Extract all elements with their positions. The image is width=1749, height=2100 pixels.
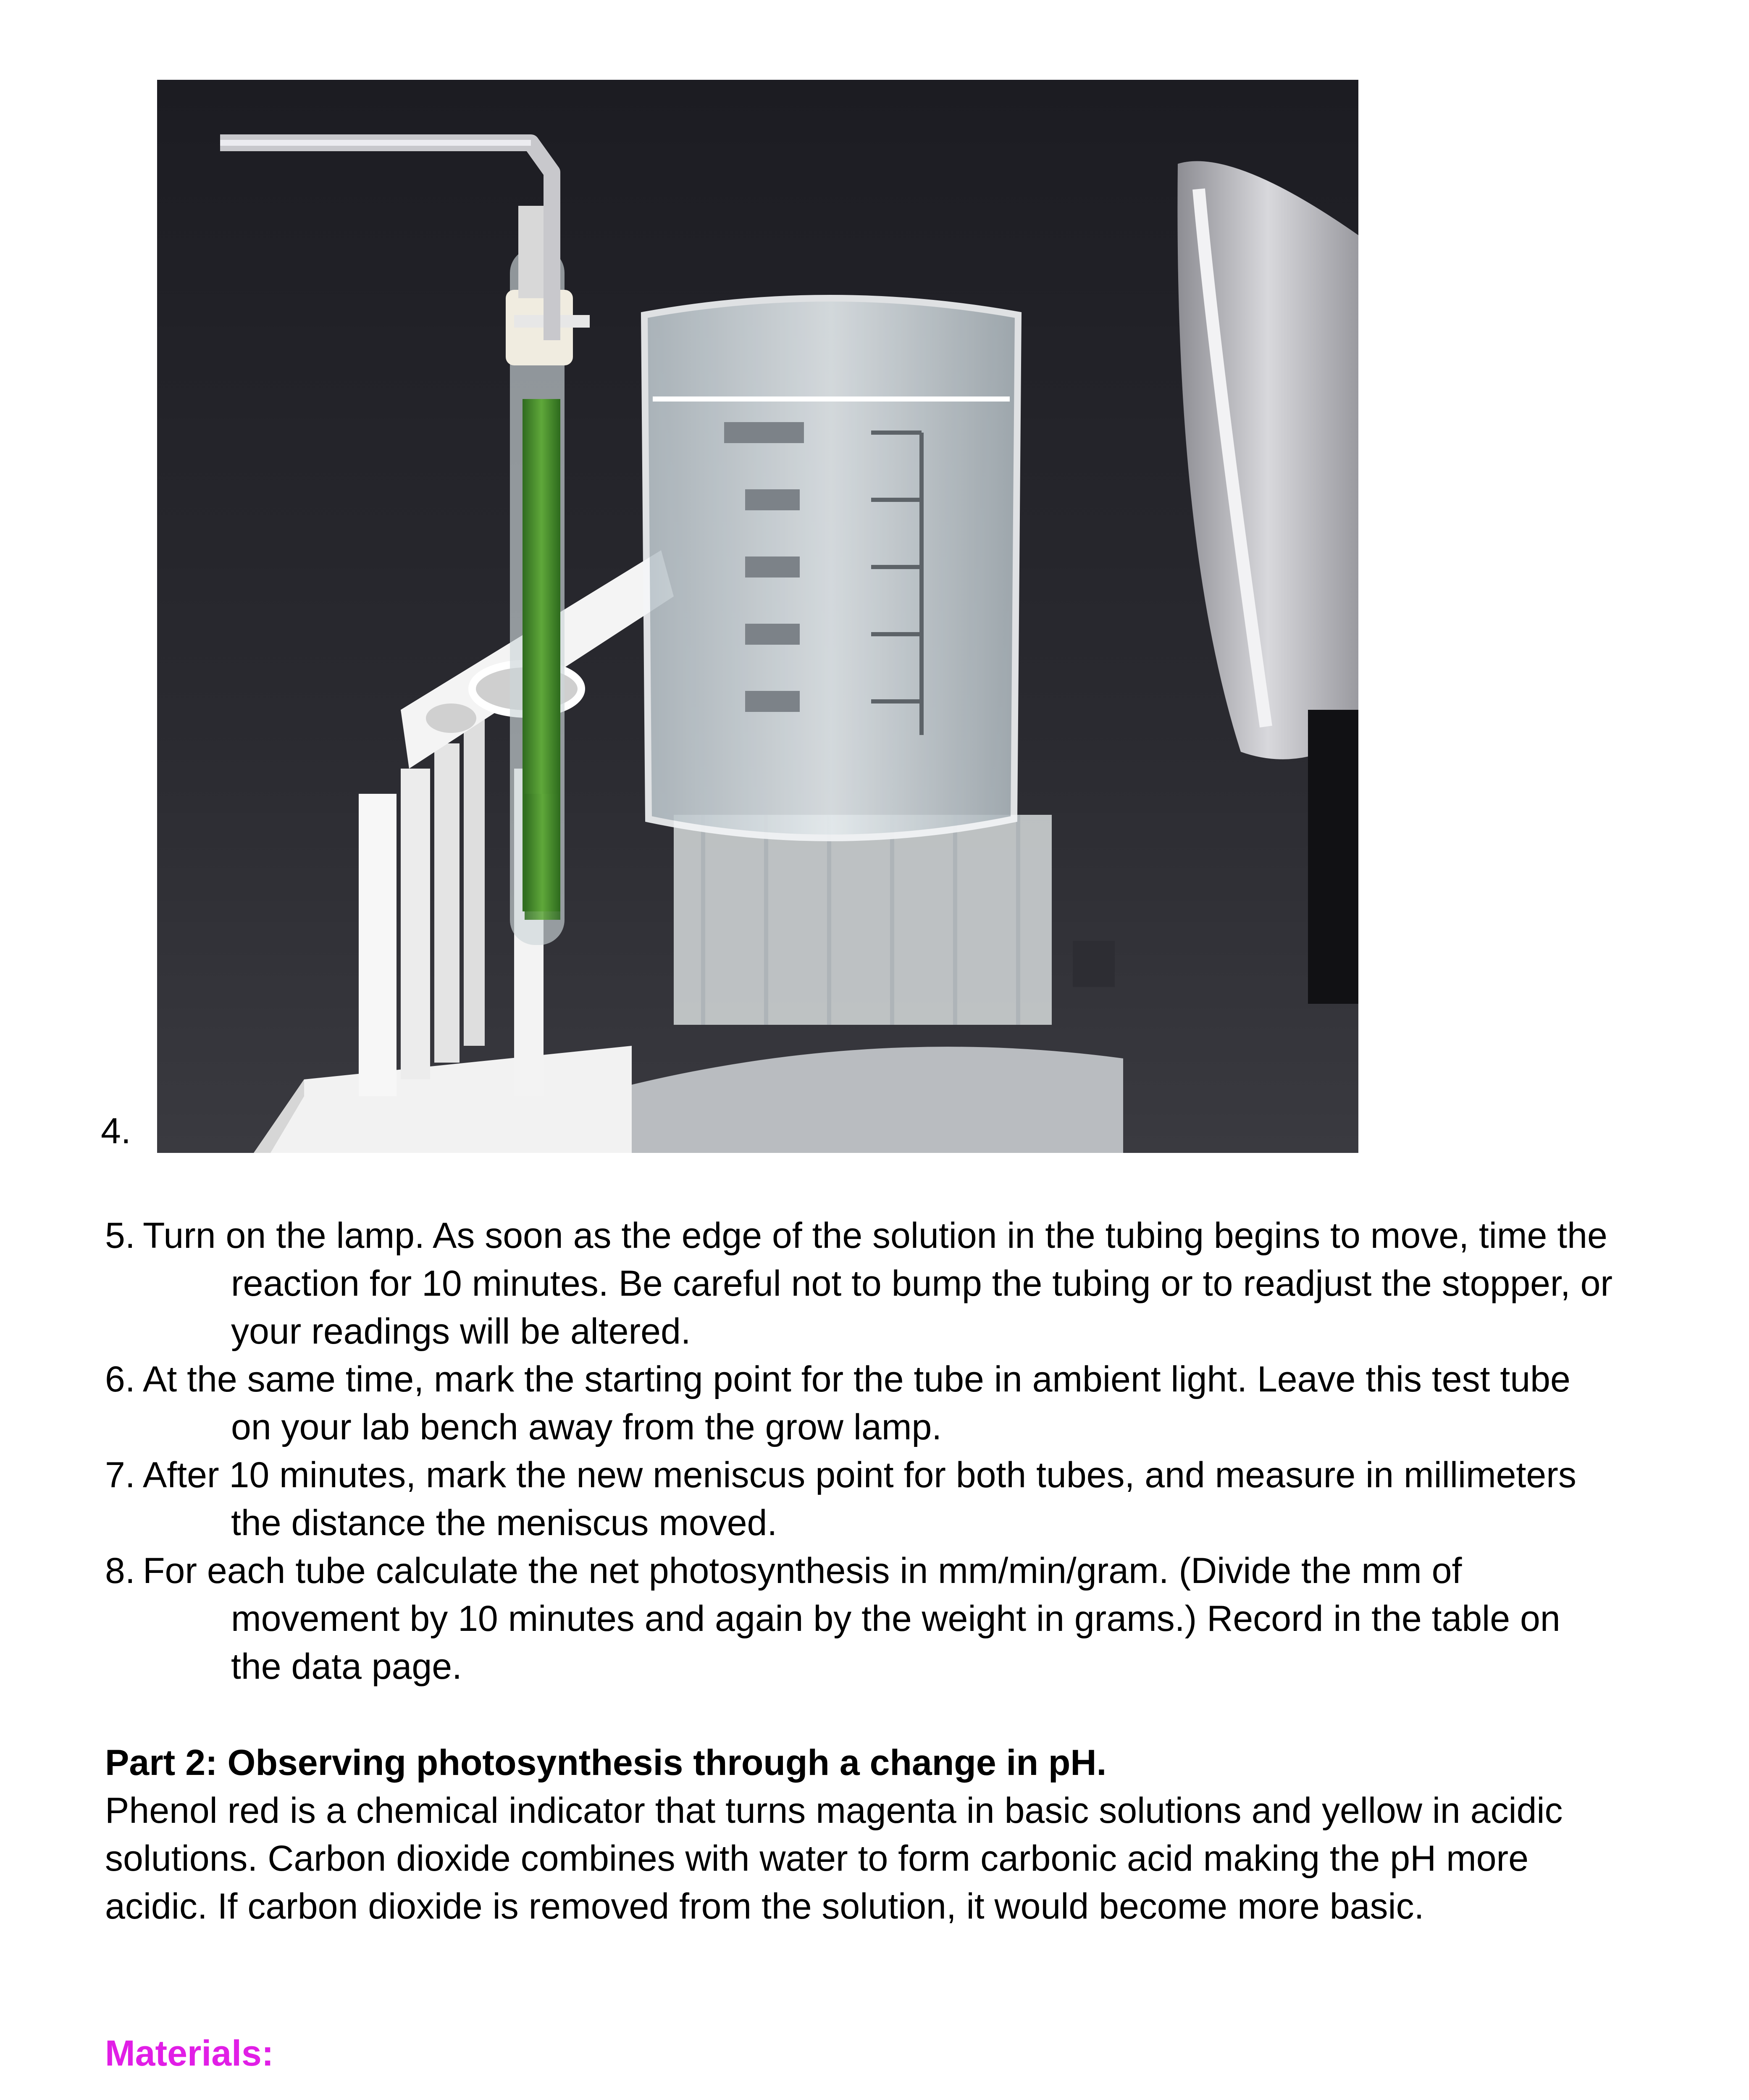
step-8-number: 8.: [105, 1551, 135, 1591]
step-5-text: Turn on the lamp. As soon as the edge of the solution in the tubing begins to move, time the reaction for 10 minutes. Be careful not to bump the tubing or to readjust the stopper, or your readings will be altered.: [143, 1215, 1613, 1352]
step-5-number: 5.: [105, 1215, 135, 1256]
step-6: [105, 1355, 1617, 1451]
step-6-text: At the same time, mark the starting point for the tube in ambient light. Leave this test tube on your lab bench away from the grow lamp.: [143, 1359, 1570, 1447]
step-8: [105, 1547, 1617, 1690]
step-7: [105, 1451, 1617, 1547]
materials-heading: Materials:: [105, 2033, 274, 2074]
part-2-body: Phenol red is a chemical indicator that turns magenta in basic solutions and yellow in acidic solutions. Carbon dioxide combines with water to form carbonic acid making the pH more acidic. If carbon dioxide is removed from the solution, it would become more basic.: [105, 1790, 1563, 1927]
step-7-number: 7.: [105, 1455, 135, 1495]
part-2-section: [105, 1739, 1617, 1930]
step-4-number: 4.: [101, 1111, 131, 1151]
part-2-title: Part 2: Observing photosynthesis through a change in pH.: [105, 1743, 1107, 1783]
procedure-steps: [105, 1212, 1617, 1690]
step-5: [105, 1212, 1617, 1355]
step-7-text: After 10 minutes, mark the new meniscus point for both tubes, and measure in millimeters the distance the meniscus moved.: [143, 1455, 1576, 1543]
step-6-number: 6.: [105, 1359, 135, 1399]
step-8-text: For each tube calculate the net photosynthesis in mm/min/gram. (Divide the mm of movement by 10 minutes and again by the weight in grams.) Record in the table on the data page.: [143, 1551, 1560, 1687]
lab-setup-photo: [157, 80, 1358, 1153]
